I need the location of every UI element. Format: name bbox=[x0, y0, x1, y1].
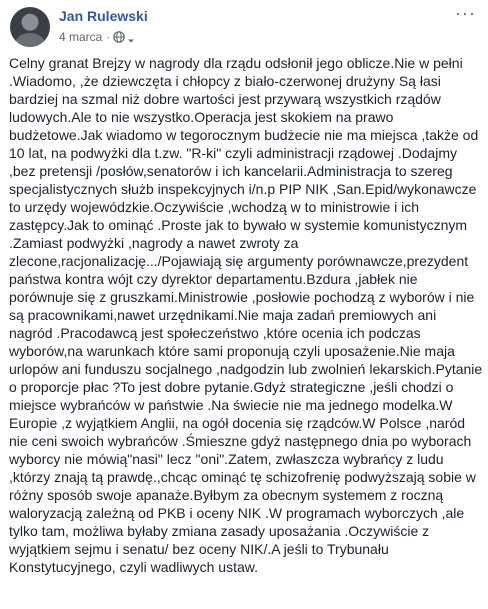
post-header bbox=[0, 0, 488, 52]
avatar-silhouette bbox=[15, 33, 45, 47]
post-date[interactable]: 4 marca bbox=[59, 30, 103, 44]
caret-down-icon[interactable] bbox=[127, 33, 135, 41]
meta-separator: · bbox=[106, 30, 111, 44]
post-body: Celny granat Brejzy w nagrody dla rządu odsłonił jego oblicze.Nie w pełni .Wiadomo, ,że dziewczęta i chłopcy z biało-czerwonej drużyny Są łasi bardziej na szmal niż dobre wartości jest przywarą wszystkich rządów ludowych.Ale to nie wszystko.Operacja jest skokiem na prawo budżetowe.Jak wiadomo w tegorocznym budżecie nie ma miejsca ,także od 10 lat, na podwyżki dla t.zw. "R-ki" czyli administracji rządowej .Dodajmy ,bez pretensji /posłów,senatorów i ich kancelarii.Administracja to szereg specjalistycznych służb inspekcyjnych i/n.p PIP NIK ,San.Epid/wykonawcze to urzędy wojewódzkie.Oczywiście ,wchodzą w to ministrowie i ich zastępcy.Jak to ominąć .Proste jak to bywało w systemie komunistycznym .Zamiast podwyżki ,nagrody a nawet zwroty za zlecone,racjonalizację.../Pojawiają się argumenty porównawcze,prezydent państwa kontra wójt czy dyrektor departamentu.Bzdura ,jabłek nie porównuje się z gruszkami.Ministrowie ,posłowie pochodzą z wyborów i nie są pracownikami,nawet urzędnikami.Nie maja zadań premiowych ani nagród .Pracodawcą jest społeczeństwo ,które ocenia ich podczas wyborów,na warunkach które sami proponują czyli uposażenie.Nie maja urlopów ani funduszu socjalnego ,nadgodzin lub zwolnień lekarskich.Pytanie o proporcje płac ?To jest dobre pytanie.Gdyż strategiczne ,jeśli chodzi o miejsce wybrańców w państwie .Na świecie nie ma jednego modelka.W Europie ,z wyjątkiem Anglii, na ogół docenia się rządców.W Polsce ,naród nie ceni swoich wybrańców .Śmieszne gdyż następnego dnia po wyborach wyborcy nie mówią"nasi" lecz "oni".Zatem, zwłaszcza wybrańcy z ludu ,którzy znają tą prawdę.,chcąc ominąć tę schizofrenię podwyższają sobie w różny sposób swoje apanaże.Byłbym za obecnym systemem z roczną waloryzacją zależną od PKB i oceny NIK .W programach wyborczych ,ale tylko tam, możliwa byłaby zmiana zasady uposażania .Oczywiście z wyjątkiem sejmu i senatu/ bez oceny NIK/.A jeśli to Trybunału Konstytucyjnego, czyli wadliwych ustaw. bbox=[9, 55, 483, 575]
post-meta bbox=[59, 29, 135, 45]
author-avatar[interactable] bbox=[10, 7, 50, 47]
more-options-icon[interactable]: ··· bbox=[455, 3, 476, 23]
author-name[interactable]: Jan Rulewski bbox=[59, 8, 148, 24]
globe-icon[interactable] bbox=[113, 31, 125, 43]
